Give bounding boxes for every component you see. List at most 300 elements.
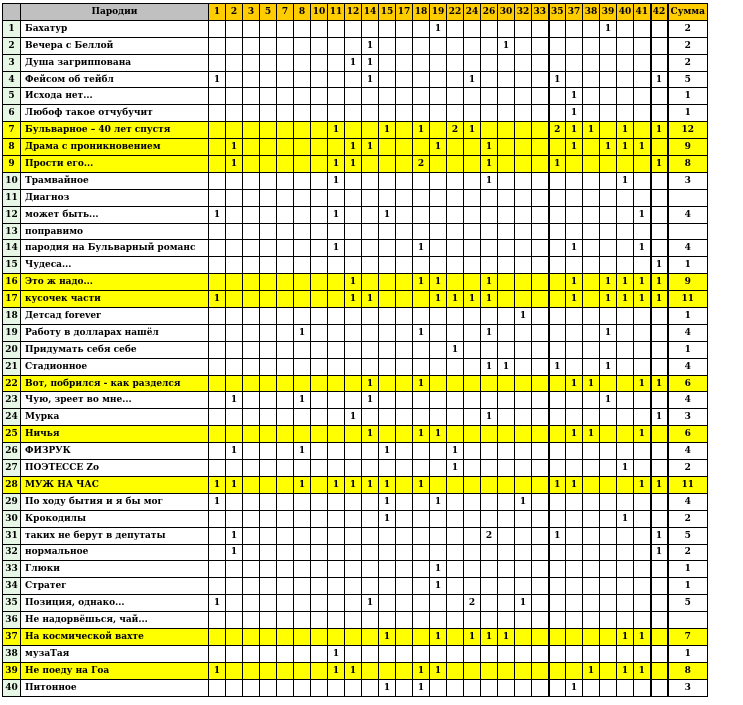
vote-cell [498, 189, 515, 206]
sum-cell [668, 612, 708, 629]
vote-cell [481, 37, 498, 54]
vote-cell [515, 510, 532, 527]
table-row [3, 324, 708, 341]
sum-cell: 9 [668, 274, 708, 291]
vote-cell [396, 561, 413, 578]
title-column-header: Пародии [21, 4, 209, 21]
vote-cell [294, 561, 311, 578]
vote-cell [379, 223, 396, 240]
vote-cell [396, 679, 413, 696]
vote-cell [277, 37, 294, 54]
vote-cell [396, 172, 413, 189]
vote-cell [651, 139, 668, 156]
vote-cell: 1 [617, 510, 634, 527]
vote-cell [515, 37, 532, 54]
vote-cell [617, 426, 634, 443]
sum-cell: 2 [668, 20, 708, 37]
vote-cell [277, 561, 294, 578]
vote-cell [379, 71, 396, 88]
vote-cell: 1 [617, 172, 634, 189]
vote-cell [260, 392, 277, 409]
parody-title: МУЖ НА ЧАС [21, 476, 209, 493]
vote-cell [226, 105, 243, 122]
vote-cell [311, 392, 328, 409]
vote-cell [379, 426, 396, 443]
sum-cell: 8 [668, 662, 708, 679]
vote-cell: 1 [617, 139, 634, 156]
vote-cell [549, 375, 566, 392]
vote-cell [617, 544, 634, 561]
vote-cell [447, 612, 464, 629]
vote-cell: 1 [345, 291, 362, 308]
vote-cell [243, 358, 260, 375]
vote-cell [566, 71, 583, 88]
vote-cell [651, 206, 668, 223]
vote-cell: 1 [617, 122, 634, 139]
vote-cell [396, 628, 413, 645]
vote-cell [362, 561, 379, 578]
vote-cell [277, 139, 294, 156]
vote-cell [600, 544, 617, 561]
vote-cell [413, 645, 430, 662]
vote-cell [379, 240, 396, 257]
column-header: 5 [260, 4, 277, 21]
vote-cell [566, 37, 583, 54]
vote-cell [634, 392, 651, 409]
vote-cell [651, 240, 668, 257]
vote-cell [566, 358, 583, 375]
vote-cell [498, 409, 515, 426]
table-row [3, 105, 708, 122]
vote-cell [396, 88, 413, 105]
vote-cell: 1 [481, 324, 498, 341]
vote-cell [583, 105, 600, 122]
vote-cell [600, 257, 617, 274]
vote-cell: 1 [345, 662, 362, 679]
vote-cell: 1 [634, 662, 651, 679]
vote-cell [379, 189, 396, 206]
vote-cell [243, 341, 260, 358]
vote-cell [328, 527, 345, 544]
vote-cell [583, 409, 600, 426]
vote-cell [277, 341, 294, 358]
vote-cell [447, 274, 464, 291]
vote-cell [600, 172, 617, 189]
vote-cell [617, 240, 634, 257]
row-number: 5 [3, 88, 21, 105]
vote-cell [294, 409, 311, 426]
vote-cell [651, 20, 668, 37]
vote-cell: 1 [226, 443, 243, 460]
vote-cell [362, 308, 379, 325]
vote-cell [413, 308, 430, 325]
vote-cell: 1 [566, 122, 583, 139]
vote-cell [362, 122, 379, 139]
vote-cell [311, 662, 328, 679]
vote-cell [532, 274, 549, 291]
vote-cell [634, 595, 651, 612]
vote-cell [532, 679, 549, 696]
vote-cell [549, 324, 566, 341]
vote-cell [345, 189, 362, 206]
vote-cell [311, 139, 328, 156]
vote-cell [226, 628, 243, 645]
table-row [3, 71, 708, 88]
vote-cell [634, 308, 651, 325]
vote-cell [311, 71, 328, 88]
vote-cell [243, 324, 260, 341]
vote-cell [549, 426, 566, 443]
vote-cell: 1 [362, 37, 379, 54]
vote-cell [260, 274, 277, 291]
vote-cell [209, 172, 226, 189]
vote-cell [277, 240, 294, 257]
vote-cell [311, 156, 328, 173]
column-header: 18 [413, 4, 430, 21]
vote-cell [651, 324, 668, 341]
vote-cell [362, 493, 379, 510]
vote-cell [226, 257, 243, 274]
vote-cell [345, 37, 362, 54]
vote-cell [651, 88, 668, 105]
vote-cell: 1 [566, 105, 583, 122]
vote-cell [226, 54, 243, 71]
vote-cell [549, 291, 566, 308]
vote-cell: 1 [464, 291, 481, 308]
vote-cell [651, 392, 668, 409]
vote-cell [243, 510, 260, 527]
row-number: 9 [3, 156, 21, 173]
vote-cell [209, 426, 226, 443]
vote-cell [243, 409, 260, 426]
vote-cell [328, 71, 345, 88]
vote-cell [617, 308, 634, 325]
vote-cell: 1 [209, 595, 226, 612]
vote-cell [464, 476, 481, 493]
vote-cell [379, 578, 396, 595]
vote-cell [617, 20, 634, 37]
vote-cell [379, 612, 396, 629]
vote-cell [413, 493, 430, 510]
parody-title: может быть... [21, 206, 209, 223]
table-body [3, 20, 708, 696]
vote-cell [311, 375, 328, 392]
vote-cell [447, 324, 464, 341]
parody-title: Трамвайное [21, 172, 209, 189]
vote-cell [617, 257, 634, 274]
vote-cell [209, 628, 226, 645]
vote-cell [294, 240, 311, 257]
vote-cell [311, 476, 328, 493]
parody-title: ФИЗРУК [21, 443, 209, 460]
vote-cell [413, 392, 430, 409]
vote-cell: 1 [447, 460, 464, 477]
vote-cell [583, 645, 600, 662]
vote-cell [532, 139, 549, 156]
table-row [3, 358, 708, 375]
vote-cell [583, 172, 600, 189]
vote-cell [447, 71, 464, 88]
vote-cell: 1 [413, 240, 430, 257]
vote-cell: 1 [209, 662, 226, 679]
vote-cell: 1 [345, 476, 362, 493]
vote-cell [311, 37, 328, 54]
vote-cell [532, 240, 549, 257]
vote-cell: 1 [651, 375, 668, 392]
vote-cell [362, 189, 379, 206]
parody-title: поправимо [21, 223, 209, 240]
vote-cell [294, 308, 311, 325]
vote-cell [413, 88, 430, 105]
vote-cell [396, 71, 413, 88]
vote-cell [481, 443, 498, 460]
vote-cell [617, 409, 634, 426]
vote-cell [634, 37, 651, 54]
vote-cell: 1 [413, 375, 430, 392]
vote-cell [600, 426, 617, 443]
vote-cell: 1 [328, 240, 345, 257]
vote-cell [515, 54, 532, 71]
vote-cell [617, 392, 634, 409]
vote-cell [345, 561, 362, 578]
vote-cell [600, 122, 617, 139]
vote-cell [396, 645, 413, 662]
vote-cell [464, 443, 481, 460]
parody-title: Прости его... [21, 156, 209, 173]
vote-cell [481, 426, 498, 443]
vote-cell [634, 612, 651, 629]
vote-cell: 1 [481, 291, 498, 308]
vote-cell [549, 37, 566, 54]
vote-cell [532, 172, 549, 189]
column-header: 7 [277, 4, 294, 21]
vote-cell [532, 206, 549, 223]
vote-cell [328, 139, 345, 156]
vote-cell [600, 37, 617, 54]
vote-cell [583, 544, 600, 561]
vote-cell: 1 [209, 206, 226, 223]
vote-cell [430, 172, 447, 189]
vote-cell [243, 645, 260, 662]
vote-cell: 1 [600, 20, 617, 37]
vote-cell [651, 645, 668, 662]
vote-cell [311, 645, 328, 662]
vote-cell [498, 578, 515, 595]
vote-cell [311, 544, 328, 561]
vote-cell [209, 443, 226, 460]
vote-cell [396, 291, 413, 308]
vote-cell [209, 257, 226, 274]
vote-cell [362, 645, 379, 662]
vote-cell [549, 578, 566, 595]
vote-cell [549, 189, 566, 206]
vote-cell [532, 595, 549, 612]
vote-cell [464, 645, 481, 662]
vote-cell [498, 257, 515, 274]
vote-cell [413, 561, 430, 578]
vote-cell [396, 223, 413, 240]
sum-cell: 4 [668, 240, 708, 257]
vote-cell [311, 612, 328, 629]
vote-cell [209, 20, 226, 37]
vote-cell [498, 223, 515, 240]
vote-cell [532, 308, 549, 325]
parody-title: Не надорвёшься, чай... [21, 612, 209, 629]
vote-cell [345, 527, 362, 544]
vote-cell [600, 54, 617, 71]
sum-cell: 4 [668, 493, 708, 510]
vote-cell [209, 578, 226, 595]
vote-cell [294, 460, 311, 477]
vote-cell [396, 139, 413, 156]
vote-cell [617, 561, 634, 578]
vote-cell [481, 257, 498, 274]
vote-cell [447, 206, 464, 223]
vote-cell [566, 662, 583, 679]
vote-cell: 1 [226, 139, 243, 156]
vote-cell: 1 [566, 291, 583, 308]
vote-cell [328, 578, 345, 595]
row-number: 26 [3, 443, 21, 460]
vote-cell [617, 493, 634, 510]
column-header: 3 [243, 4, 260, 21]
vote-cell [328, 105, 345, 122]
vote-cell [600, 409, 617, 426]
vote-cell [617, 156, 634, 173]
vote-cell [481, 679, 498, 696]
vote-cell [362, 510, 379, 527]
column-header: 40 [617, 4, 634, 21]
vote-cell [243, 628, 260, 645]
vote-cell: 1 [651, 476, 668, 493]
sum-cell: 1 [668, 578, 708, 595]
row-number: 39 [3, 662, 21, 679]
vote-cell [447, 679, 464, 696]
sum-cell: 4 [668, 392, 708, 409]
vote-cell [362, 443, 379, 460]
vote-cell [617, 37, 634, 54]
vote-cell: 1 [345, 54, 362, 71]
vote-cell [600, 476, 617, 493]
vote-cell [260, 257, 277, 274]
vote-cell [294, 662, 311, 679]
sum-cell: 1 [668, 88, 708, 105]
vote-cell: 1 [498, 358, 515, 375]
table-row [3, 544, 708, 561]
vote-cell: 1 [294, 324, 311, 341]
vote-cell [260, 476, 277, 493]
vote-cell [549, 510, 566, 527]
table-row [3, 240, 708, 257]
parody-title: Это ж надо... [21, 274, 209, 291]
vote-cell [532, 105, 549, 122]
vote-cell: 1 [566, 375, 583, 392]
vote-cell [413, 341, 430, 358]
vote-cell [277, 71, 294, 88]
vote-cell [600, 595, 617, 612]
parody-title: Детсад forever [21, 308, 209, 325]
vote-cell: 1 [379, 493, 396, 510]
vote-cell: 1 [328, 156, 345, 173]
vote-cell: 1 [464, 71, 481, 88]
vote-cell [447, 493, 464, 510]
vote-cell [328, 510, 345, 527]
vote-cell [328, 223, 345, 240]
vote-cell [498, 612, 515, 629]
parody-title: Фейсом об тейбл [21, 71, 209, 88]
vote-cell [243, 206, 260, 223]
vote-cell [209, 679, 226, 696]
vote-cell [464, 257, 481, 274]
vote-cell [226, 88, 243, 105]
vote-cell [413, 510, 430, 527]
vote-cell [209, 324, 226, 341]
vote-cell [515, 426, 532, 443]
vote-cell [583, 71, 600, 88]
vote-cell [447, 628, 464, 645]
vote-cell [430, 308, 447, 325]
row-number: 29 [3, 493, 21, 510]
vote-cell [447, 308, 464, 325]
row-number: 19 [3, 324, 21, 341]
vote-cell [226, 645, 243, 662]
vote-cell: 1 [515, 308, 532, 325]
vote-cell [430, 257, 447, 274]
sum-column-header: Сумма [668, 4, 708, 21]
row-number: 14 [3, 240, 21, 257]
vote-cell [226, 493, 243, 510]
vote-cell: 1 [600, 324, 617, 341]
vote-cell [226, 308, 243, 325]
vote-cell [549, 679, 566, 696]
vote-cell [209, 544, 226, 561]
vote-cell [583, 679, 600, 696]
vote-cell [532, 392, 549, 409]
vote-cell [396, 460, 413, 477]
parody-title: таких не берут в депутаты [21, 527, 209, 544]
parody-title: Вечера с Беллой [21, 37, 209, 54]
vote-cell [532, 612, 549, 629]
vote-cell [464, 493, 481, 510]
vote-cell [294, 122, 311, 139]
vote-cell [583, 612, 600, 629]
vote-cell: 1 [345, 409, 362, 426]
sum-cell: 5 [668, 527, 708, 544]
vote-cell [532, 645, 549, 662]
vote-cell [583, 139, 600, 156]
vote-cell: 1 [549, 156, 566, 173]
column-header: 38 [583, 4, 600, 21]
sum-cell: 5 [668, 71, 708, 88]
vote-cell [209, 460, 226, 477]
vote-cell [226, 172, 243, 189]
row-number: 1 [3, 20, 21, 37]
vote-cell [464, 510, 481, 527]
vote-cell [447, 527, 464, 544]
vote-cell [634, 172, 651, 189]
vote-cell: 1 [651, 527, 668, 544]
vote-cell [515, 544, 532, 561]
vote-cell [464, 527, 481, 544]
vote-cell [379, 544, 396, 561]
vote-cell [498, 527, 515, 544]
vote-cell [379, 460, 396, 477]
vote-cell [277, 20, 294, 37]
vote-cell [498, 392, 515, 409]
vote-cell [260, 443, 277, 460]
vote-cell [498, 54, 515, 71]
vote-cell [243, 476, 260, 493]
